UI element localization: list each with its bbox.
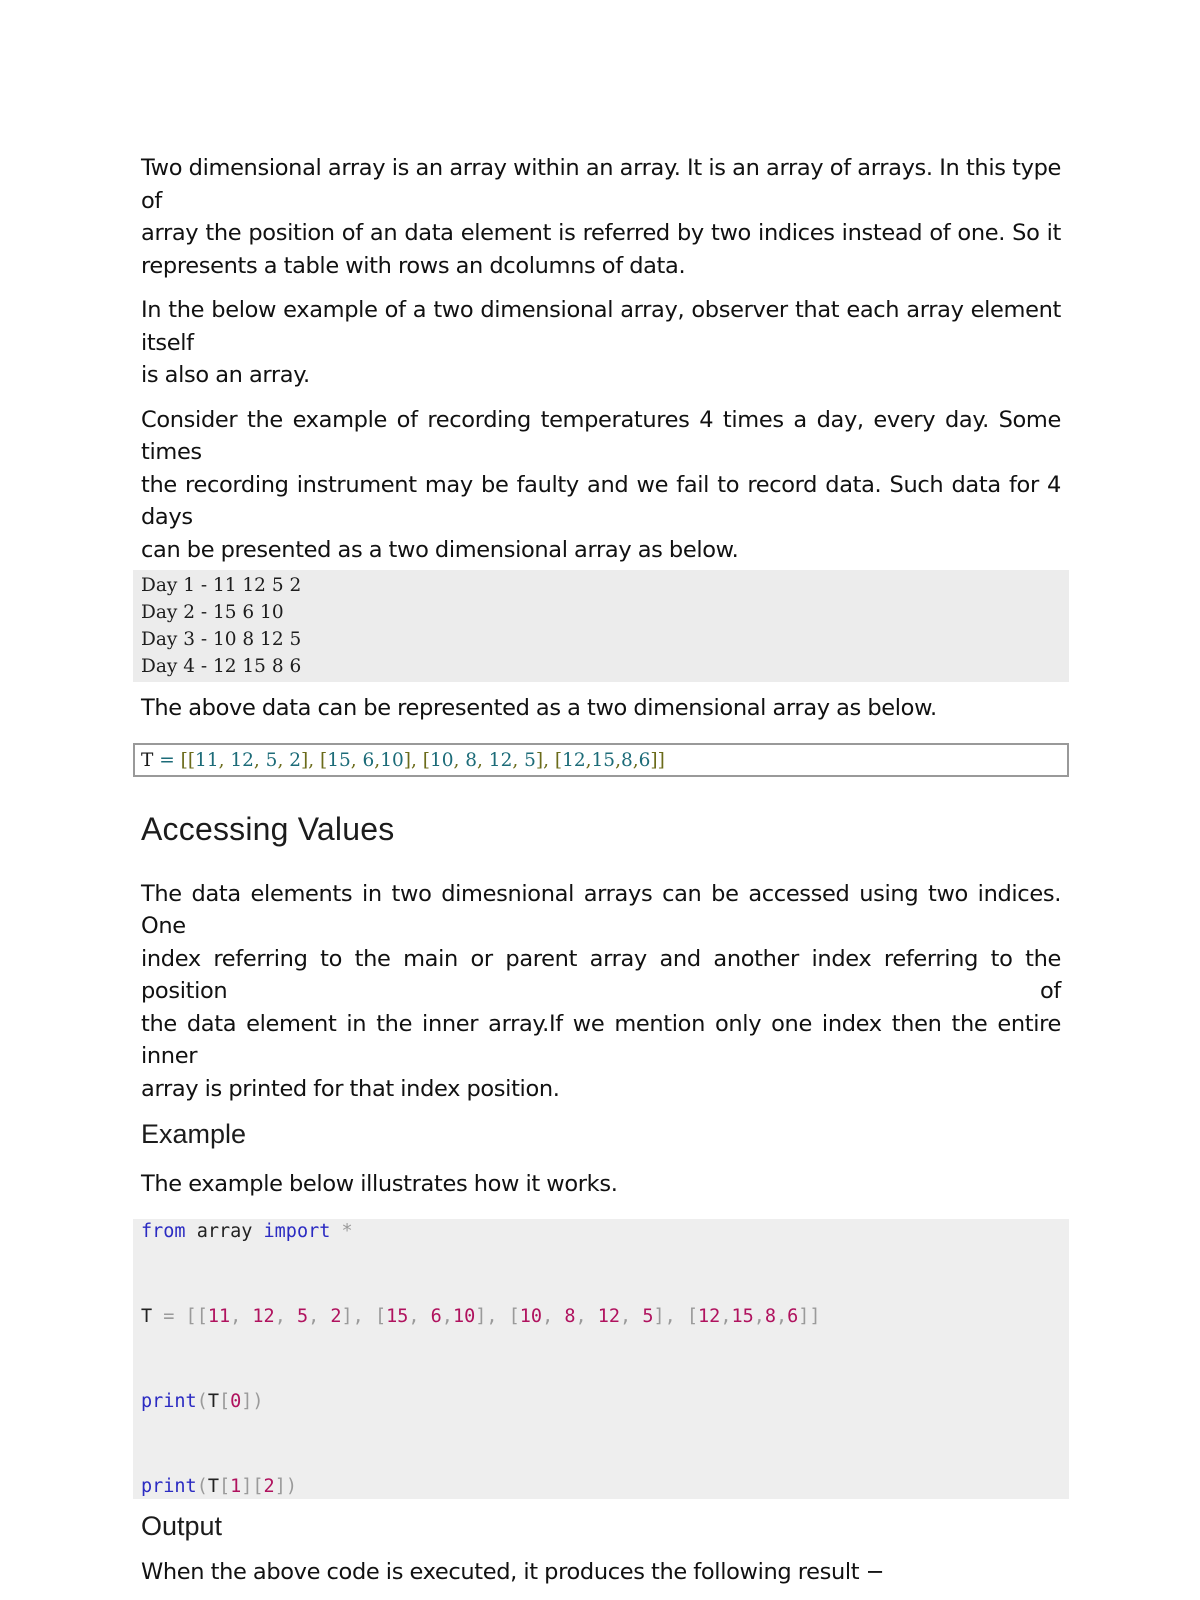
code-token: 11 [207,1305,231,1327]
example-heading: Example [141,1119,247,1149]
code-block [133,1219,1069,1499]
code-token: 0 [230,1390,242,1412]
code-token: , [308,1305,331,1327]
text-line: index referring to the main or parent array and another index referring to the position of [141,945,1061,1004]
code-token: ]] [650,749,665,771]
code-token: , [230,1305,253,1327]
code-token: ( [196,1390,208,1412]
code-token: 5 [524,749,536,771]
text-line: The above data can be represented as a two dimensional array as below. [141,695,937,721]
code-token: 5 [265,749,278,771]
code-token: [ [218,1390,231,1412]
code-token: 10 [519,1305,543,1327]
code-token: 5 [296,1305,309,1327]
code-token: 6 [638,749,651,771]
code-token: = [[ [163,1305,208,1327]
text-line: The example below illustrates how it works. [141,1171,618,1197]
code-token: ], [ [475,1305,520,1327]
code-token: , [441,1305,453,1327]
code-token: , [512,749,525,771]
text-line: Consider the example of recording temperatures 4 times a day, every day. Some times [141,406,1061,465]
data-row: Day 1 - 11 12 5 2 [141,575,302,596]
code-token: T [141,749,154,771]
code-token: [ [218,1475,231,1497]
code-token: 2 [289,749,301,771]
code-token: , [776,1305,788,1327]
code-token: ], [ [653,1305,699,1327]
code-token: , [753,1305,765,1327]
text-line: can be presented as a two dimensional array as below. [141,536,739,563]
text-line: In the below example of a two dimensional array, observer that each array element itself [141,297,1061,356]
code-token: , [277,749,290,771]
code-token: 15 [591,749,616,771]
data-row: Day 3 - 10 8 12 5 [141,629,302,650]
code-token: * [330,1220,353,1242]
code-token: 15 [386,1305,409,1327]
code-token: array [185,1220,264,1242]
code-token: , [253,749,266,771]
data-row: Day 2 - 15 6 10 [141,602,284,623]
code-token: 8 [564,1305,576,1327]
code-token: 15 [731,1305,754,1327]
code-token: 15 [327,749,351,771]
example-paragraph [141,1168,1061,1201]
code-token: from [141,1220,186,1242]
code-token: ]) [274,1475,297,1497]
code-token: , [632,749,639,771]
code-token: 8 [764,1305,777,1327]
code-token: import [263,1220,331,1242]
code-token: 12 [488,749,513,771]
code-line [141,1304,1061,1389]
code-token: 12 [562,749,586,771]
code-token: ]] [798,1305,821,1327]
temperature-data-block [133,570,1069,682]
data-row: Day 4 - 12 15 8 6 [141,656,302,677]
code-token: T [141,1305,164,1327]
code-token: 6 [362,749,375,771]
intro-paragraph-3 [141,404,1061,567]
code-token: 12 [698,1305,721,1327]
output-heading: Output [141,1510,223,1541]
code-token: 8 [620,749,633,771]
code-token: ], [ [403,749,430,771]
code-token: ], [ [535,749,563,771]
code-token: 10 [429,749,454,771]
code-token: ( [196,1475,208,1497]
code-line [141,1389,1061,1474]
code-token: , [585,749,592,771]
text-line: array is printed for that index position. [141,1075,560,1102]
output-paragraph [141,1556,1061,1589]
code-token: , [408,1305,431,1327]
code-token: 10 [380,749,404,771]
array-intro-paragraph [141,692,1061,725]
text-line: array the position of an data element is referred by two indices instead of one. So it [141,220,1061,246]
code-token: 8 [465,749,478,771]
code-token: , [274,1305,297,1327]
code-token: , [575,1305,598,1327]
code-token: 12 [230,749,254,771]
code-token: , [620,1305,643,1327]
code-token: = [153,749,181,771]
code-line [141,1219,1061,1304]
code-token: , [350,749,363,771]
code-token: 11 [195,749,219,771]
array-definition-box [133,743,1069,777]
code-token: , [218,749,231,771]
code-token: , [374,749,381,771]
text-line: is also an array. [141,362,310,388]
document-page [141,152,1061,1600]
accessing-paragraph [141,878,1061,1106]
code-line [141,1474,1061,1504]
code-token: ], [ [341,1305,387,1327]
text-line: The data elements in two dimesnional arrays can be accessed using two indices. One [141,880,1061,939]
code-token: 2 [330,1305,342,1327]
code-token: 12 [252,1305,275,1327]
code-token: print [141,1475,197,1497]
code-token: ]) [241,1390,264,1412]
code-token: , [720,1305,732,1327]
code-token: 2 [263,1475,275,1497]
code-token: , [542,1305,565,1327]
text-line: the data element in the inner array.If we mention only one index then the entire inner [141,1010,1061,1069]
intro-paragraph-1 [141,152,1061,282]
code-token: 10 [452,1305,476,1327]
code-token: 12 [597,1305,621,1327]
code-token: [[ [180,749,196,771]
section-heading-accessing-values: Accessing Values [141,810,395,847]
text-line: represents a table with rows an dcolumns of data. [141,252,686,279]
code-token: T [207,1390,219,1412]
intro-paragraph-2 [141,294,1061,392]
code-token: 6 [787,1305,799,1327]
text-line: When the above code is executed, it produces the following result − [141,1558,885,1585]
code-token: , [615,749,621,771]
code-token: , [453,749,466,771]
code-token: T [207,1475,219,1497]
code-token: print [141,1390,197,1412]
code-token: 5 [642,1305,654,1327]
code-token: , [477,749,489,771]
text-line: the recording instrument may be faulty and we fail to record data. Such data for 4 days [141,471,1061,530]
code-token: ], [ [301,749,328,771]
text-line: Two dimensional array is an array within an array. It is an array of arrays. In this type of [141,155,1061,214]
code-token: ][ [241,1475,264,1497]
code-token: 6 [430,1305,442,1327]
code-token: 1 [230,1475,242,1497]
